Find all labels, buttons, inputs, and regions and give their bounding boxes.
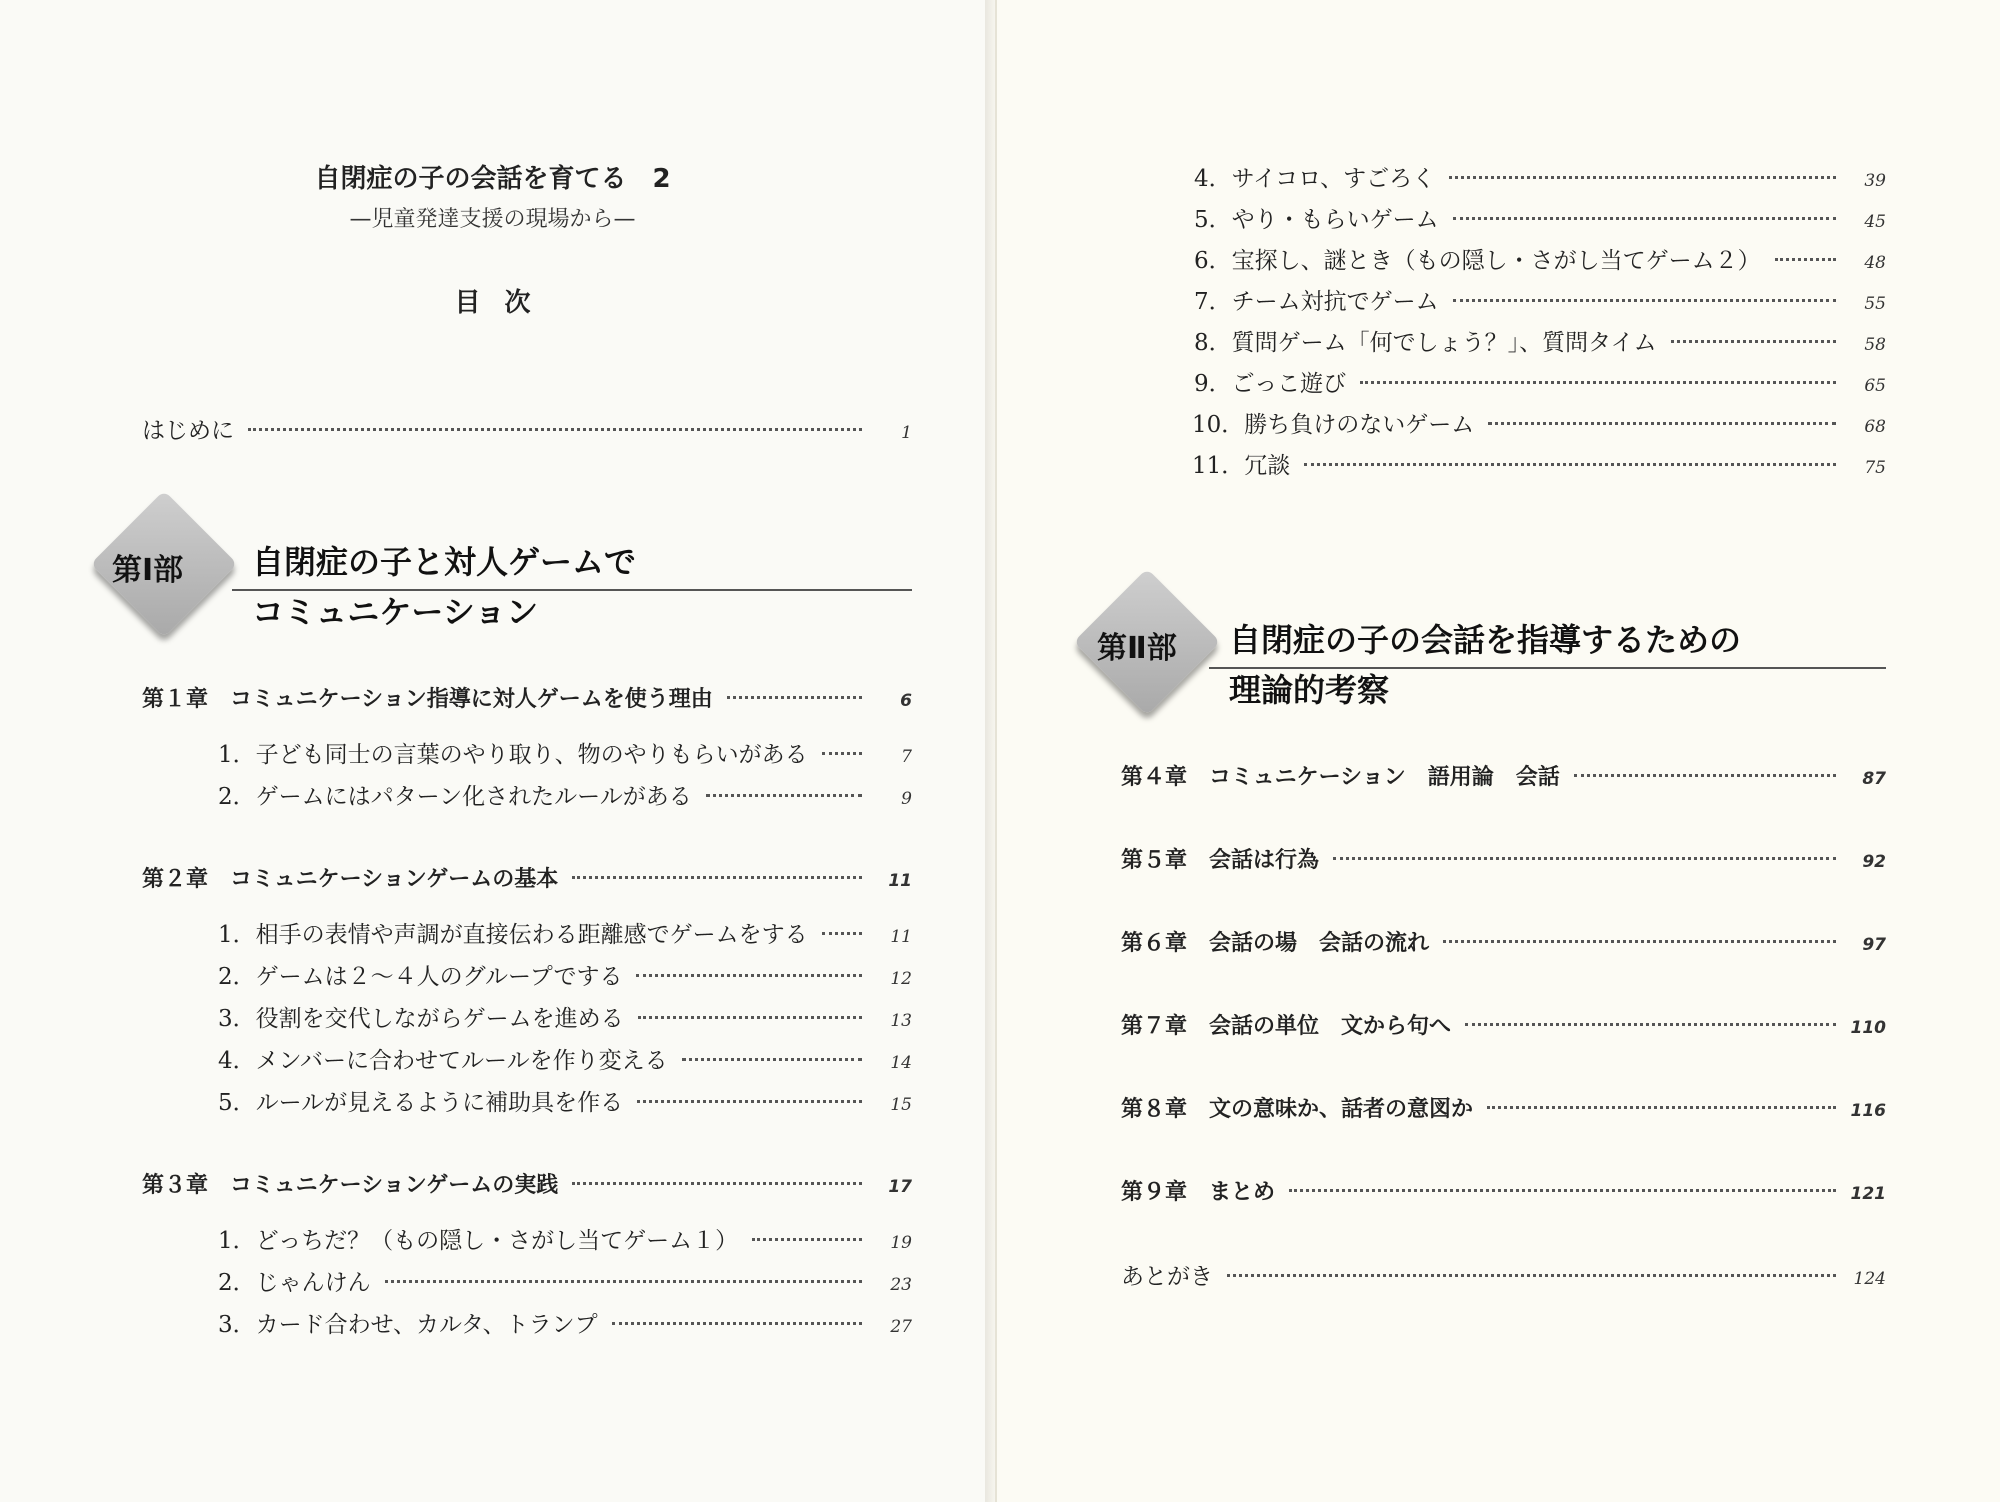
chapter-number: 第６章: [1121, 931, 1188, 956]
chapter-number: 第５章: [1121, 848, 1188, 873]
page-number: 48: [1864, 253, 1886, 273]
entry-label: 5．ルールが見えるように補助具を作る: [218, 1090, 624, 1116]
page-number: 13: [890, 1011, 912, 1031]
leader-dots: [752, 1238, 862, 1241]
page-number: 14: [890, 1053, 912, 1073]
toc-entry-introduction[interactable]: [142, 412, 912, 446]
chapter-number: 第４章: [1121, 765, 1188, 790]
entry-label: 8．質問ゲーム「何でしょう？」、質問タイム: [1194, 330, 1657, 356]
leader-dots: [727, 696, 862, 699]
leader-dots: [637, 1100, 862, 1103]
toc-chapter-1[interactable]: [142, 682, 912, 716]
leader-dots: [248, 428, 862, 431]
page-number: 7: [901, 747, 912, 767]
leader-dots: [1465, 1023, 1836, 1026]
entry-label: 2．ゲームにはパターン化されたルールがある: [218, 784, 692, 810]
chapter-title: 会話の単位 文から句へ: [1209, 1014, 1452, 1039]
page-number: 39: [1864, 171, 1886, 191]
entry-label: 7．チーム対抗でゲーム: [1194, 289, 1439, 315]
part-1-title-line2: コミュニケーション: [252, 593, 539, 631]
toc-section[interactable]: [218, 1042, 912, 1076]
part-2-title-line1: 自閉症の子の会話を指導するための: [1229, 621, 1742, 659]
leader-dots: [1289, 1189, 1836, 1192]
entry-label: 9．ごっこ遊び: [1194, 371, 1347, 397]
chapter-title: 会話は行為: [1209, 848, 1320, 873]
chapter-title: コミュニケーションゲームの実践: [230, 1173, 559, 1198]
entry-label: 10．勝ち負けのないゲーム: [1192, 412, 1475, 438]
chapter-number: 第２章: [142, 867, 209, 892]
page-number: 116: [1850, 1101, 1886, 1121]
chapter-number: 第７章: [1121, 1014, 1188, 1039]
leader-dots: [682, 1058, 862, 1061]
left-page: [0, 0, 985, 1502]
page-number: 19: [890, 1233, 912, 1253]
chapter-title: コミュニケーションゲームの基本: [230, 867, 559, 892]
leader-dots: [1487, 1106, 1836, 1109]
toc-chapter-7[interactable]: [1121, 1009, 1886, 1043]
toc-section[interactable]: [218, 958, 912, 992]
chapter-title: まとめ: [1209, 1180, 1276, 1205]
toc-chapter-4[interactable]: [1121, 760, 1886, 794]
page-number: 11: [890, 927, 912, 947]
page-number: 55: [1864, 294, 1886, 314]
page-number: 6: [900, 691, 912, 711]
entry-label: 2．ゲームは２～４人のグループでする: [218, 964, 623, 990]
leader-dots: [1304, 463, 1836, 466]
toc-section[interactable]: [218, 1306, 912, 1340]
chapter-number: 第１章: [142, 687, 209, 712]
page-number: 23: [890, 1275, 912, 1295]
page-number: 75: [1864, 458, 1886, 478]
toc-chapter-9[interactable]: [1121, 1175, 1886, 1209]
page-number: 58: [1864, 335, 1886, 355]
part-2-title-line2: 理論的考察: [1229, 671, 1390, 709]
page-number: 11: [888, 871, 912, 891]
chapter-title: コミュニケーション指導に対人ゲームを使う理由: [230, 687, 713, 712]
entry-label: 5．やり・もらいゲーム: [1194, 207, 1439, 233]
toc-section[interactable]: [1192, 406, 1886, 440]
leader-dots: [612, 1322, 862, 1325]
toc-chapter-2[interactable]: [142, 862, 912, 896]
page-number: 15: [890, 1095, 912, 1115]
toc-section[interactable]: [218, 1222, 912, 1256]
page-number: 12: [890, 969, 912, 989]
leader-dots: [706, 794, 862, 797]
leader-dots: [1453, 299, 1836, 302]
leader-dots: [572, 876, 862, 879]
leader-dots: [1333, 857, 1836, 860]
toc-chapter-6[interactable]: [1121, 926, 1886, 960]
toc-section[interactable]: [1194, 242, 1886, 276]
page-number: 92: [1862, 852, 1886, 872]
book-gutter: [985, 0, 995, 1502]
leader-dots: [385, 1280, 862, 1283]
chapter-title: 文の意味か、話者の意図か: [1209, 1097, 1474, 1122]
toc-section[interactable]: [1194, 201, 1886, 235]
leader-dots: [1488, 422, 1836, 425]
part-2-label: 第Ⅱ部: [1097, 631, 1177, 666]
toc-chapter-3[interactable]: [142, 1168, 912, 1202]
entry-label: 4．サイコロ、すごろく: [1194, 166, 1436, 192]
toc-chapter-5[interactable]: [1121, 843, 1886, 877]
toc-section[interactable]: [218, 1264, 912, 1298]
entry-label: 11．冗談: [1192, 453, 1291, 479]
chapter-number: 第８章: [1121, 1097, 1188, 1122]
entry-label: 1．どっちだ？（もの隠し・さがし当てゲーム１）: [218, 1228, 739, 1254]
leader-dots: [822, 752, 862, 755]
entry-label: 3．カード合わせ、カルタ、トランプ: [218, 1312, 598, 1338]
toc-section[interactable]: [1192, 447, 1886, 481]
entry-label: 3．役割を交代しながらゲームを進める: [218, 1006, 624, 1032]
page-number: 17: [888, 1177, 912, 1197]
leader-dots: [572, 1182, 862, 1185]
toc-entry-afterword[interactable]: [1121, 1258, 1886, 1292]
part-1-label: 第Ⅰ部: [112, 553, 184, 588]
entry-label: 1．相手の表情や声調が直接伝わる距離感でゲームをする: [218, 922, 808, 948]
page-number: 97: [1862, 935, 1886, 955]
toc-section[interactable]: [1194, 365, 1886, 399]
entry-label: あとがき: [1121, 1264, 1213, 1290]
toc-section[interactable]: [1194, 160, 1886, 194]
page-number: 124: [1853, 1269, 1886, 1289]
entry-label: 1．子ども同士の言葉のやり取り、物のやりもらいがある: [218, 742, 808, 768]
toc-section[interactable]: [218, 736, 912, 770]
page-number: 27: [890, 1317, 912, 1337]
chapter-title: コミュニケーション 語用論 会話: [1209, 765, 1560, 790]
leader-dots: [1449, 176, 1836, 179]
toc-section[interactable]: [1194, 283, 1886, 317]
page-number: 110: [1850, 1018, 1886, 1038]
right-page: [995, 0, 2000, 1502]
part-1-title-line1: 自閉症の子と対人ゲームで: [252, 543, 637, 581]
leader-dots: [636, 974, 862, 977]
chapter-number: 第９章: [1121, 1180, 1188, 1205]
leader-dots: [1360, 381, 1836, 384]
toc-section[interactable]: [218, 1084, 912, 1118]
page-number: 1: [901, 423, 912, 443]
toc-section[interactable]: [218, 778, 912, 812]
leader-dots: [638, 1016, 862, 1019]
page-number: 9: [901, 789, 912, 809]
toc-section[interactable]: [218, 916, 912, 950]
leader-dots: [1671, 340, 1836, 343]
leader-dots: [822, 932, 862, 935]
page-number: 87: [1862, 769, 1886, 789]
toc-chapter-8[interactable]: [1121, 1092, 1886, 1126]
entry-label: はじめに: [142, 418, 234, 444]
chapter-number: 第３章: [142, 1173, 209, 1198]
book-subtitle: —児童発達支援の現場から—: [349, 207, 636, 232]
leader-dots: [1574, 774, 1836, 777]
leader-dots: [1775, 258, 1836, 261]
book-title: 自閉症の子の会話を育てる 2: [314, 164, 671, 194]
entry-label: 6．宝探し、謎とき（もの隠し・さがし当てゲーム２）: [1194, 248, 1761, 274]
chapter-title: 会話の場 会話の流れ: [1209, 931, 1430, 956]
toc-section[interactable]: [218, 1000, 912, 1034]
page-number: 45: [1864, 212, 1886, 232]
toc-section[interactable]: [1194, 324, 1886, 358]
entry-label: 4．メンバーに合わせてルールを作り変える: [218, 1048, 668, 1074]
leader-dots: [1443, 940, 1836, 943]
toc-heading: 目次: [454, 288, 555, 318]
page-number: 68: [1864, 417, 1886, 437]
leader-dots: [1453, 217, 1836, 220]
page-number: 121: [1850, 1184, 1886, 1204]
page-number: 65: [1864, 376, 1886, 396]
entry-label: 2．じゃんけん: [218, 1270, 371, 1296]
leader-dots: [1227, 1274, 1836, 1277]
